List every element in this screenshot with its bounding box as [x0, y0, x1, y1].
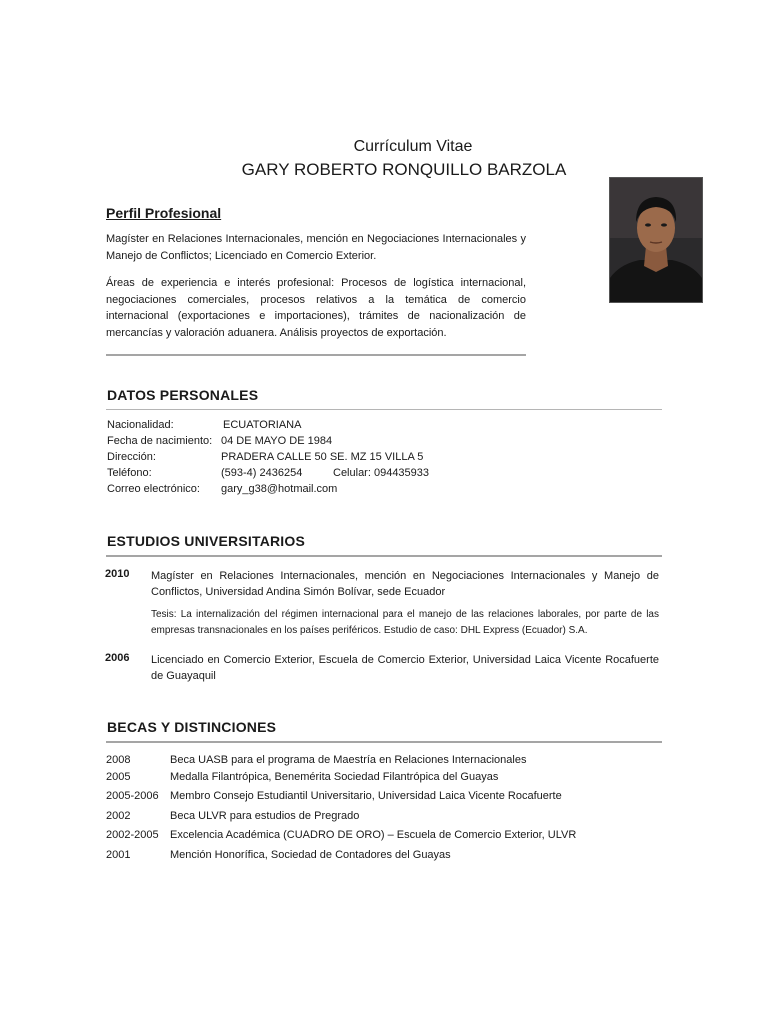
profile-paragraph-2: Áreas de experiencia e interés profesional: Procesos de logística internacional, negociaciones comerciales, procesos relativos a la temática de comercio internacional (exportaciones e importaciones), trámites de nacionalización de mercancías y valoración aduanera. Análisis proyectos de exportación.	[106, 277, 526, 339]
award-text: Beca ULVR para estudios de Pregrado	[170, 809, 360, 822]
thesis-text: Tesis: La internalización del régimen internacional para el manejo de las relaciones laborales, por parte de las empresas transnacionales en los países periféricos. Estudio de caso: DHL Express (Ecuador) S.A.	[151, 609, 659, 636]
field-value: ECUATORIANA	[223, 419, 302, 431]
field-value: gary_g38@hotmail.com	[221, 483, 338, 495]
field-label: Fecha de nacimiento:	[107, 435, 213, 447]
cv-header	[0, 137, 768, 181]
award-text: Beca UASB para el programa de Maestría en Relaciones Internacionales	[170, 754, 527, 766]
award-text: Membro Consejo Estudiantil Universitario, Universidad Laica Vicente Rocafuerte	[170, 790, 562, 803]
field-value: PRADERA CALLE 50 SE. MZ 15 VILLA 5	[221, 451, 424, 463]
field-label: Dirección:	[107, 451, 156, 463]
mobile-phone: Celular: 094435933	[333, 467, 430, 479]
award-year: 2002-2005	[106, 829, 159, 842]
field-value: (593-4) 2436254	[221, 467, 303, 479]
study-description: Licenciado en Comercio Exterior, Escuela de Comercio Exterior, Universidad Laica Vicente Rocafuerte de Guayaquil	[151, 654, 659, 682]
award-year: 2001	[106, 848, 131, 861]
award-year: 2005	[106, 771, 131, 783]
award-text: Mención Honorífica, Sociedad de Contadores del Guayas	[170, 848, 451, 861]
studies-heading: ESTUDIOS UNIVERSITARIOS	[107, 533, 306, 549]
study-year: 2006	[105, 652, 130, 664]
award-year: 2002	[106, 809, 131, 822]
field-label: Correo electrónico:	[107, 483, 200, 495]
award-text: Medalla Filantrópica, Benemérita Sociedad Filantrópica del Guayas	[170, 771, 499, 783]
study-year: 2010	[105, 568, 130, 580]
person-photo-icon	[610, 178, 702, 302]
personal-data-divider	[106, 409, 662, 410]
person-name: GARY ROBERTO RONQUILLO BARZOLA	[241, 160, 567, 179]
profile-section	[106, 205, 526, 352]
awards-heading: BECAS Y DISTINCIONES	[107, 719, 277, 735]
field-label: Nacionalidad:	[107, 419, 174, 431]
profile-divider	[106, 354, 526, 356]
award-year: 2008	[106, 754, 131, 766]
award-text: Excelencia Académica (CUADRO DE ORO) – Escuela de Comercio Exterior, ULVR	[170, 829, 577, 842]
field-value: 04 DE MAYO DE 1984	[221, 435, 333, 447]
personal-data-heading: DATOS PERSONALES	[107, 387, 259, 403]
awards-divider	[106, 741, 662, 743]
study-item	[105, 568, 661, 648]
field-label: Teléfono:	[107, 467, 152, 479]
profile-heading: Perfil Profesional	[106, 205, 222, 221]
award-year: 2005-2006	[106, 790, 159, 803]
document-title: Currículum Vitae	[353, 138, 473, 155]
profile-photo	[609, 177, 703, 303]
study-item	[105, 652, 661, 686]
study-description: Magíster en Relaciones Internacionales, mención en Negociaciones Internacionales y Manejo de Conflictos, Universidad Andina Simón Bolívar, sede Ecuador	[151, 570, 659, 598]
profile-paragraph-1: Magíster en Relaciones Internacionales, mención en Negociaciones Internacionales y Manejo de Conflictos; Licenciado en Comercio Exterior.	[106, 233, 526, 262]
studies-divider	[106, 555, 662, 557]
